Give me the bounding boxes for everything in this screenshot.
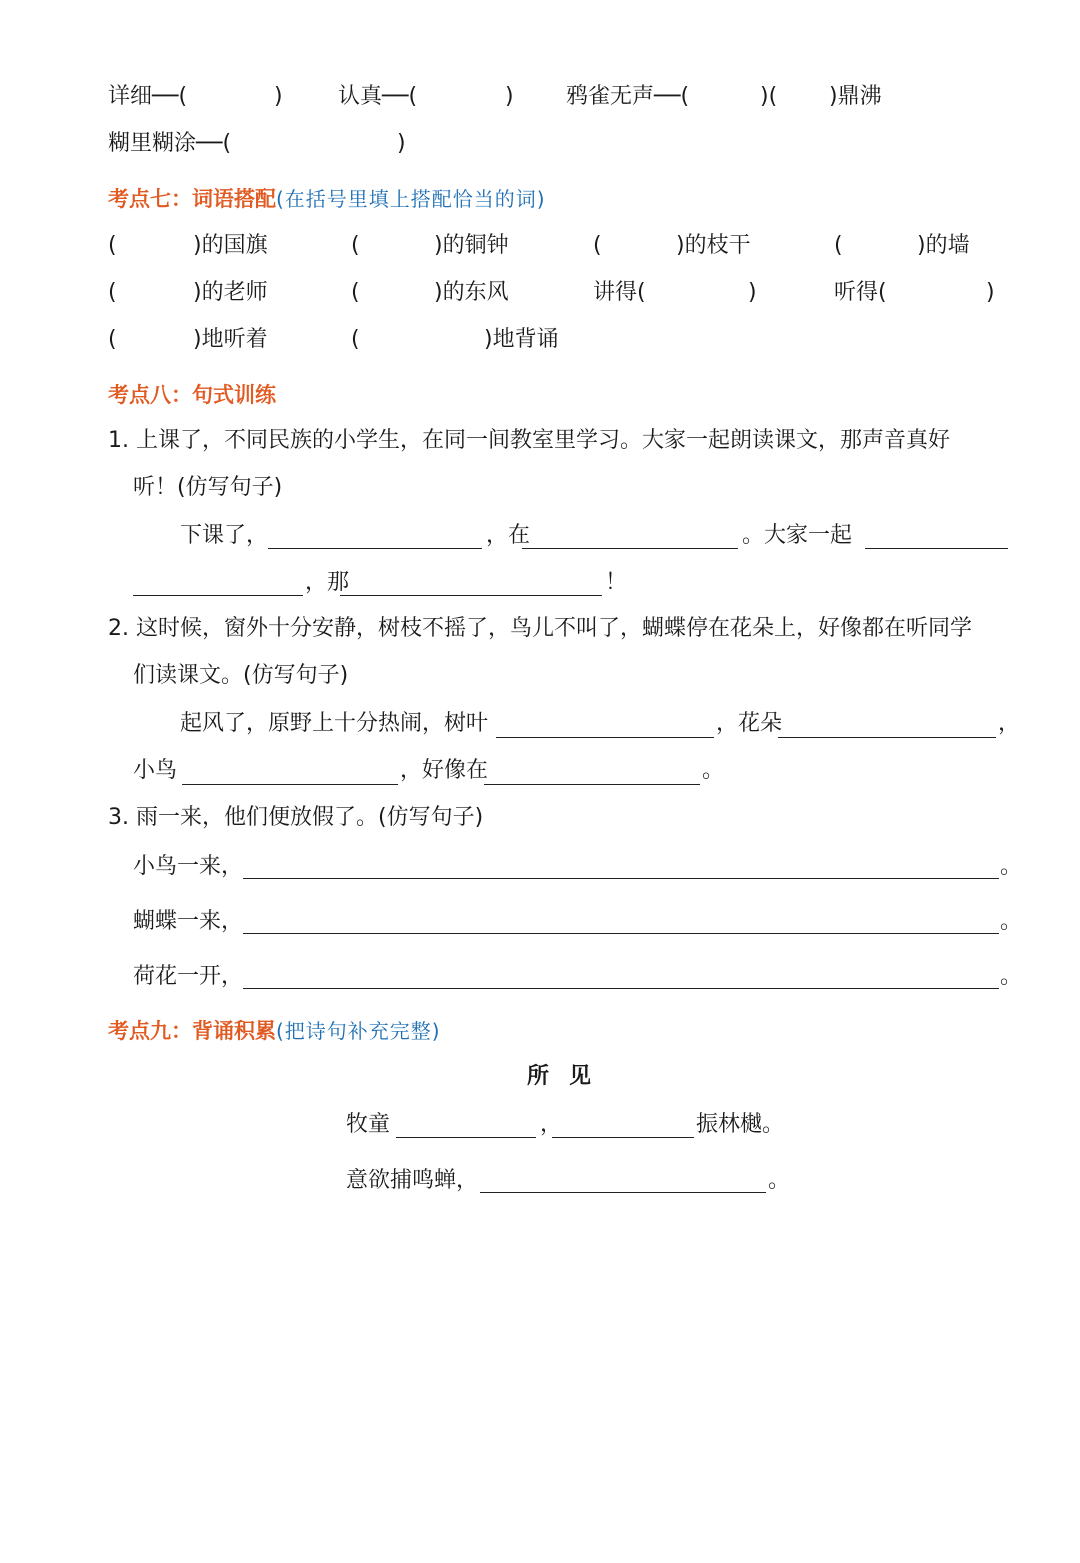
collocation-listen: 听得(: [834, 280, 887, 305]
q2-answer-start: 起风了，原野上十分热闹，树叶: [180, 711, 489, 736]
poem-line2-start: 意欲捕鸣蝉，: [346, 1168, 479, 1193]
poem-blank-2[interactable]: [552, 1137, 694, 1138]
collocation-open: (: [834, 233, 843, 258]
q2-answer-end: 。: [702, 758, 725, 783]
q3-end-1: 。: [1000, 854, 1023, 879]
collocation-recite: )地背诵: [484, 327, 559, 352]
q1-answer-end: ！: [605, 570, 628, 595]
q1-answer-together: 。大家一起: [742, 523, 853, 548]
section7-heading: [108, 184, 546, 215]
collocation-listening: )地听着: [193, 327, 268, 352]
q2-blank-1[interactable]: [496, 737, 714, 738]
word-detailed: 详细──(: [108, 84, 188, 109]
q2-blank-4[interactable]: [484, 784, 700, 785]
section7-note: (在括号里填上搭配恰当的词): [276, 187, 546, 211]
q2-answer-flowers: ，花朵: [716, 711, 783, 736]
poem-line1-comma: ，: [540, 1112, 563, 1137]
paren-close: ): [274, 84, 283, 109]
q1-blank-2[interactable]: [522, 548, 738, 549]
collocation-teacher: )的老师: [193, 280, 268, 305]
section9-title: 考点九：背诵积累: [108, 1019, 276, 1043]
q3-end-3: 。: [1000, 964, 1023, 989]
collocation-open: (: [351, 327, 360, 352]
q1-answer-that: ，那: [305, 570, 350, 595]
q3-prompt-butterfly: 蝴蝶一来，: [133, 909, 244, 934]
collocation-open: (: [108, 233, 117, 258]
q2-text-line1: 2. 这时候，窗外十分安静，树枝不摇了，鸟儿不叫了，蝴蝶停在花朵上，好像都在听同学: [108, 616, 972, 641]
poem-blank-3[interactable]: [480, 1192, 766, 1193]
section9-heading: [108, 1016, 441, 1047]
q1-text-line2: 听！(仿写句子): [133, 475, 283, 500]
paren-close: ): [505, 84, 514, 109]
q3-blank-1[interactable]: [243, 878, 999, 879]
q2-blank-3[interactable]: [182, 784, 398, 785]
q1-answer-mid: ，在: [486, 523, 531, 548]
collocation-east-wind: )的东风: [434, 280, 509, 305]
collocation-wall: )的墙: [917, 233, 970, 258]
collocation-flag: )的国旗: [193, 233, 268, 258]
collocation-speak: 讲得(: [593, 280, 646, 305]
q1-text-line1: 1. 上课了，不同民族的小学生，在同一间教室里学习。大家一起朗读课文，那声音真好: [108, 428, 950, 453]
paren-close: ): [748, 280, 757, 305]
q1-blank-4[interactable]: [133, 595, 303, 596]
q3-prompt-bird: 小鸟一来，: [133, 854, 244, 879]
collocation-bell: )的铜钟: [434, 233, 509, 258]
q1-answer-start: 下课了，: [180, 523, 269, 548]
q1-blank-5[interactable]: [340, 595, 602, 596]
section7-title: 考点七：词语搭配: [108, 187, 276, 211]
poem-line1-end: 振林樾。: [696, 1112, 785, 1137]
collocation-open: (: [351, 280, 360, 305]
section8-title: 考点八：句式训练: [108, 383, 276, 407]
q1-blank-3[interactable]: [865, 548, 1008, 549]
q2-text-line2: 们读课文。(仿写句子): [133, 663, 349, 688]
paren-mid: )(: [760, 84, 778, 109]
poem-line2-end: 。: [768, 1168, 791, 1193]
poem-blank-1[interactable]: [396, 1137, 536, 1138]
word-boiling: )鼎沸: [829, 84, 882, 109]
word-silent: 鸦雀无声──(: [566, 84, 690, 109]
collocation-open: (: [351, 233, 360, 258]
poem-line1-start: 牧童: [346, 1112, 391, 1137]
q2-answer-seems: ，好像在: [400, 758, 489, 783]
word-serious: 认真──(: [338, 84, 418, 109]
q3-end-2: 。: [1000, 909, 1023, 934]
q3-blank-3[interactable]: [243, 988, 999, 989]
section9-note: (把诗句补充完整): [276, 1019, 441, 1043]
q2-answer-bird: 小鸟: [133, 758, 178, 783]
q1-blank-1[interactable]: [268, 548, 482, 549]
paren-close: ): [397, 131, 406, 156]
collocation-branch: )的枝干: [676, 233, 751, 258]
collocation-open: (: [108, 327, 117, 352]
poem-title: 所见: [527, 1064, 612, 1089]
q2-blank-2[interactable]: [778, 737, 996, 738]
q3-blank-2[interactable]: [243, 933, 999, 934]
q2-answer-comma: ，: [998, 711, 1021, 736]
collocation-open: (: [593, 233, 602, 258]
q3-text: 3. 雨一来，他们便放假了。(仿写句子): [108, 805, 484, 830]
paren-close: ): [986, 280, 995, 305]
word-muddled: 糊里糊涂──(: [108, 131, 232, 156]
q3-prompt-lotus: 荷花一开，: [133, 964, 244, 989]
collocation-open: (: [108, 280, 117, 305]
